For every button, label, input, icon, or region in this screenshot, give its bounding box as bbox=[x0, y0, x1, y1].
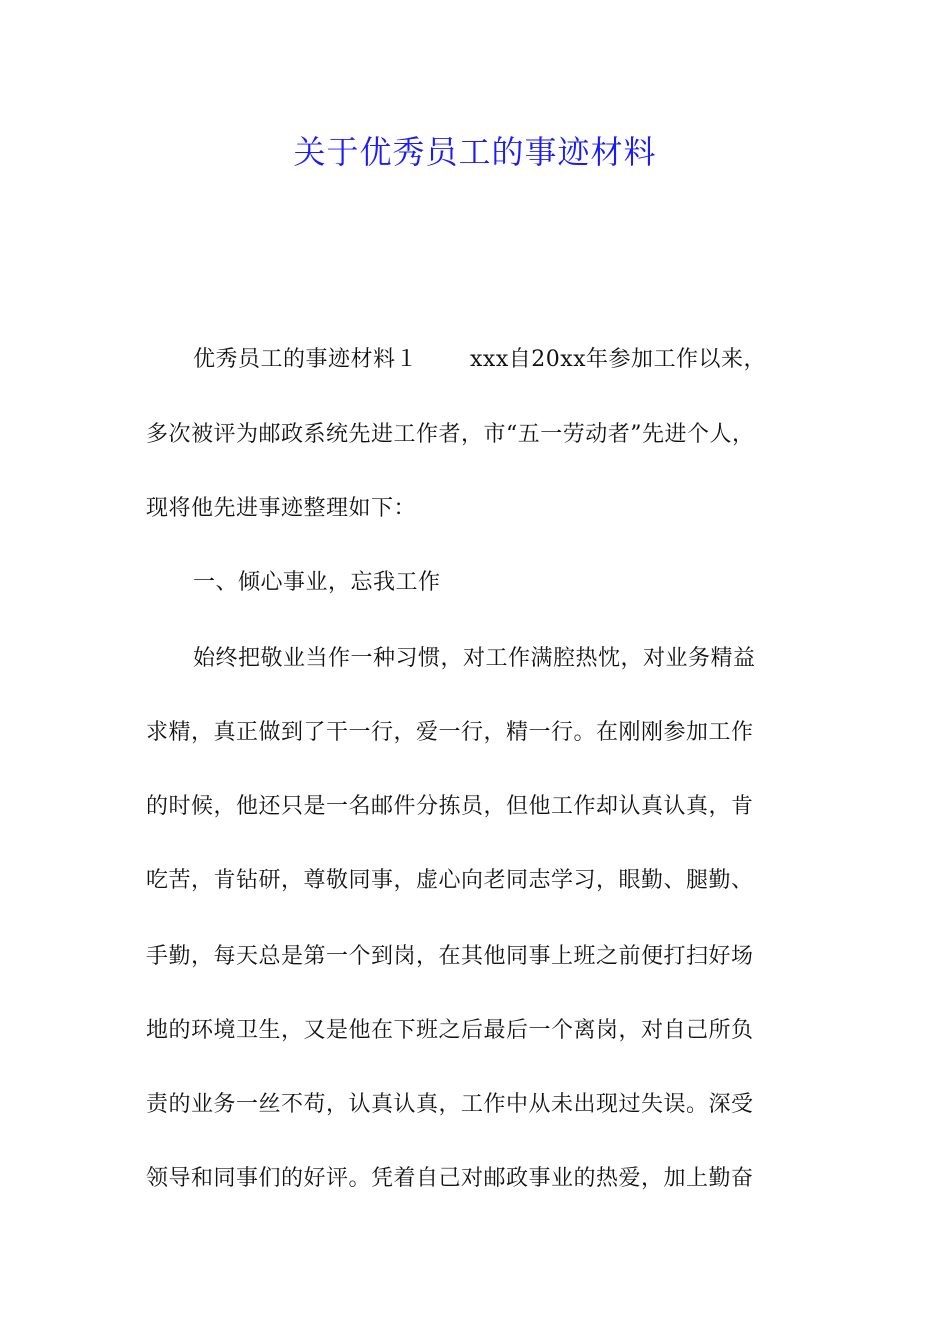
paragraph-text: xxx自20xx年参加工作以来， bbox=[470, 347, 767, 372]
paragraph-line: 的时候，他还只是一名邮件分拣员，但他工作却认真认真，肯 bbox=[146, 794, 754, 819]
heading-label: 优秀员工的事迹材料１ bbox=[193, 347, 419, 372]
paragraph-line: 现将他先进事迹整理如下： bbox=[146, 496, 417, 521]
paragraph-line: 吃苦，肯钻研，尊敬同事，虚心向老同志学习，眼勤、腿勤、 bbox=[146, 868, 754, 893]
paragraph-line: 多次被评为邮政系统先进工作者，市“五一劳动者”先进个人， bbox=[146, 422, 755, 447]
section-heading: 一、倾心事业，忘我工作 bbox=[193, 570, 441, 595]
paragraph-line: 手勤，每天总是第一个到岗，在其他同事上班之前便打扫好场 bbox=[146, 944, 754, 969]
paragraph-line: 始终把敬业当作一种习惯，对工作满腔热忱，对业务精益 bbox=[193, 646, 756, 671]
paragraph-line: 求精，真正做到了干一行，爱一行，精一行。在刚刚参加工作 bbox=[146, 720, 754, 745]
document-title: 关于优秀员工的事迹材料 bbox=[293, 133, 657, 171]
paragraph-line: 领导和同事们的好评。凭着自己对邮政事业的热爱，加上勤奋 bbox=[146, 1166, 754, 1191]
paragraph-line: 地的环境卫生，又是他在下班之后最后一个离岗，对自己所负 bbox=[146, 1018, 754, 1043]
paragraph-line: 责的业务一丝不苟，认真认真，工作中从未出现过失误。深受 bbox=[146, 1092, 754, 1117]
paragraph-line bbox=[193, 345, 810, 375]
